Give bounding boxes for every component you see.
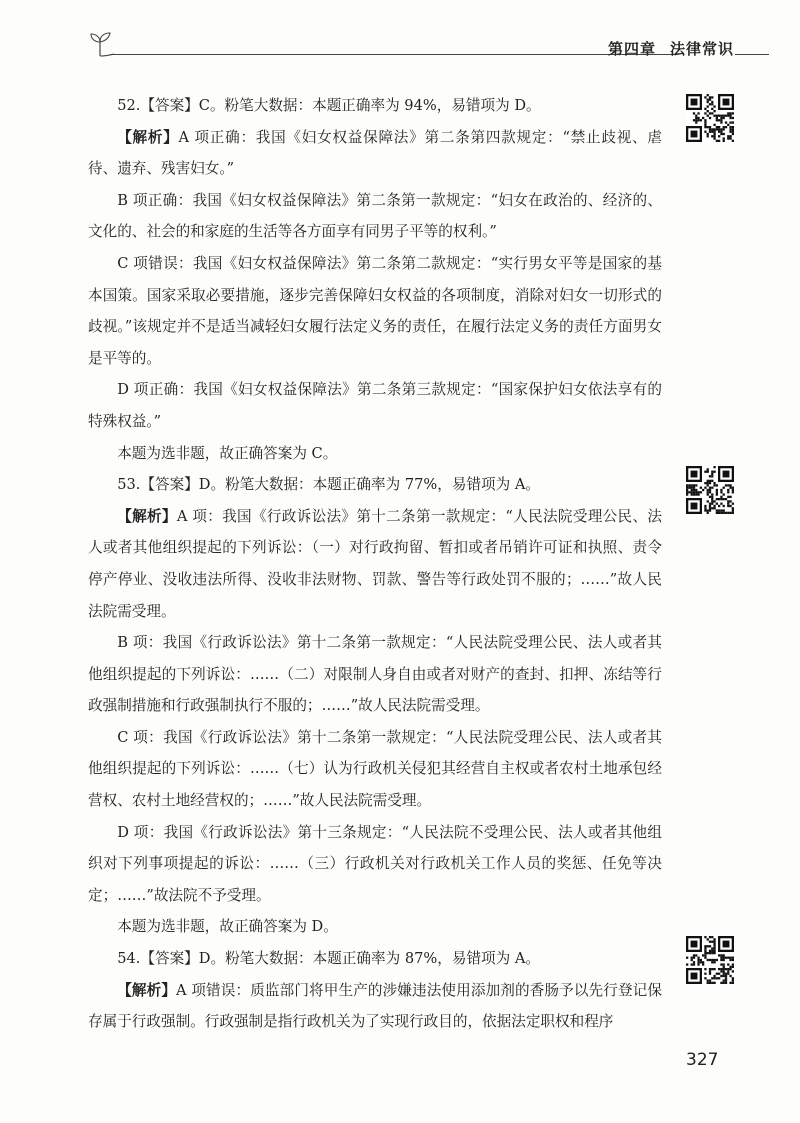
- paragraph: D 项正确：我国《妇女权益保障法》第二条第三款规定：“国家保护妇女依法享有的特殊权益。”: [88, 381, 662, 430]
- header-rule-right: [735, 54, 769, 55]
- paragraph: D 项：我国《行政诉讼法》第十三条规定：“人民法院不受理公民、法人或者其他组织对下列事项提起的诉讼：……（三）行政机关对行政机关工作人员的奖惩、任免等决定；……”故法院不予受理。: [88, 823, 662, 904]
- conclusion-53: 本题为选非题，故正确答案为 D。: [117, 918, 338, 936]
- chapter-heading: [608, 38, 734, 59]
- chapter-number: 第四章: [608, 40, 657, 58]
- answer-54: 54.【答案】D。粉笔大数据：本题正确率为 87%，易错项为 A。: [117, 950, 541, 968]
- paragraph: B 项正确：我国《妇女权益保障法》第二条第一款规定：“妇女在政治的、经济的、文化的、社会的和家庭的生活等各方面享有同男子平等的权利。”: [88, 191, 662, 241]
- chapter-title: 法律常识: [670, 40, 735, 58]
- qr-code-icon[interactable]: [686, 466, 734, 514]
- analysis-52: 【解析】A 项正确：我国《妇女权益保障法》第二条第四款规定：“禁止歧视、虐待、遗弃、残害妇女。”: [88, 128, 662, 178]
- answer-53: 53.【答案】D。粉笔大数据：本题正确率为 77%，易错项为 A。: [117, 476, 541, 494]
- analysis-53: 【解析】A 项：我国《行政诉讼法》第十二条第一款规定：“人民法院受理公民、法人或者其他组织提起的下列诉讼：（一）对行政拘留、暂扣或者吊销许可证和执照、责令停产停业、没收违法所得、没收非法财物、罚款、警告等行政处罚不服的；……”故人民法院需受理。: [88, 507, 662, 620]
- leaf-sprout-icon: [88, 30, 114, 60]
- paragraph: B 项：我国《行政诉讼法》第十二条第一款规定：“人民法院受理公民、法人或者其他组织提起的下列诉讼：……（二）对限制人身自由或者对财产的查封、扣押、冻结等行政强制措施和行政强制执行不服的；……”故人民法院需受理。: [88, 634, 662, 715]
- answer-52: 52.【答案】C。粉笔大数据：本题正确率为 94%，易错项为 D。: [117, 97, 541, 114]
- paragraph: C 项：我国《行政诉讼法》第十二条第一款规定：“人民法院受理公民、法人或者其他组织提起的下列诉讼：……（七）认为行政机关侵犯其经营自主权或者农村土地承包经营权、农村土地经营权的；……”故人民法院需受理。: [88, 728, 662, 810]
- page-number: 327: [686, 1050, 719, 1070]
- page-body: [88, 90, 662, 1038]
- paragraph: C 项错误：我国《妇女权益保障法》第二条第二款规定：“实行男女平等是国家的基本国策。国家采取必要措施，逐步完善保障妇女权益的各项制度，消除对妇女一切形式的歧视。”该规定并不是适当减轻妇女履行法定义务的责任，在履行法定义务的责任方面男女是平等的。: [88, 254, 662, 367]
- analysis-54: 【解析】A 项错误：质监部门将甲生产的涉嫌违法使用添加剂的香肠予以先行登记保存属于行政强制。行政强制是指行政机关为了实现行政目的，依据法定职权和程序: [88, 981, 662, 1031]
- qr-code-icon[interactable]: [686, 94, 734, 142]
- header-rule: [110, 54, 676, 55]
- conclusion-52: 本题为选非题，故正确答案为 C。: [117, 444, 338, 462]
- qr-code-icon[interactable]: [686, 936, 734, 984]
